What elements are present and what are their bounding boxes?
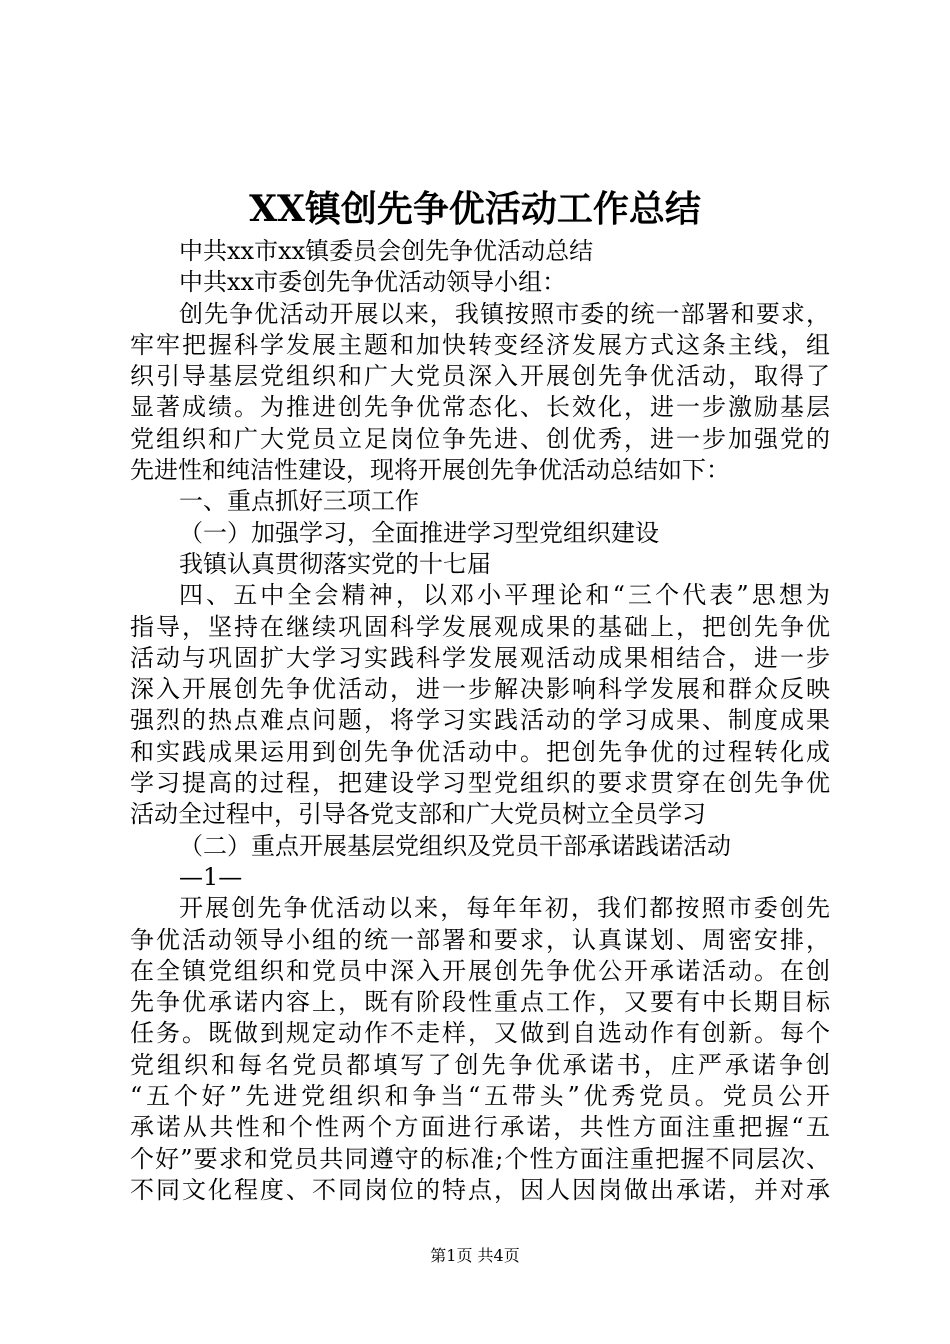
text-line: 活动全过程中，引导各党支部和广大党员树立全员学习 (130, 800, 706, 829)
text-line: 先争优承诺内容上，既有阶段性重点工作，又要有中长期目标 (130, 988, 830, 1017)
text-line: （二）重点开展基层党组织及党员干部承诺践诺活动 (179, 831, 731, 860)
text-line: 我镇认真贯彻落实党的十七届 (179, 549, 491, 578)
text-line: 开展创先争优活动以来，每年年初，我们都按照市委创先 (179, 894, 830, 923)
text-line: 一、重点抓好三项工作 (179, 487, 419, 516)
text-line: 党组织和广大党员立足岗位争先进、创优秀，进一步加强党的 (130, 424, 830, 453)
text-line: —1— (179, 862, 243, 891)
text-line: （一）加强学习，全面推进学习型党组织建设 (179, 518, 659, 547)
text-line: “五个好”先进党组织和争当“五带头”优秀党员。党员公开 (130, 1082, 830, 1111)
text-line: 承诺从共性和个性两个方面进行承诺，共性方面注重把握“五 (130, 1113, 830, 1142)
page-title: XX镇创先争优活动工作总结 (249, 188, 701, 230)
text-line: 显著成绩。为推进创先争优常态化、长效化，进一步激励基层 (130, 393, 830, 422)
text-line: 织引导基层党组织和广大党员深入开展创先争优活动，取得了 (130, 362, 830, 391)
text-line: 不同文化程度、不同岗位的特点，因人因岗做出承诺，并对承 (130, 1175, 830, 1204)
text-line: 党组织和每名党员都填写了创先争优承诺书，庄严承诺争创 (130, 1050, 830, 1079)
page-indicator: 第1页 共4页 (430, 1246, 520, 1265)
text-line: 四、五中全会精神，以邓小平理论和“三个代表”思想为 (179, 581, 830, 610)
text-line: 深入开展创先争优活动，进一步解决影响科学发展和群众反映 (130, 675, 830, 704)
text-line: 强烈的热点难点问题，将学习实践活动的学习成果、制度成果 (130, 706, 830, 735)
text-line: 在全镇党组织和党员中深入开展创先争优公开承诺活动。在创 (130, 956, 830, 985)
text-line: 任务。既做到规定动作不走样，又做到自选动作有创新。每个 (130, 1019, 830, 1048)
text-line: 和实践成果运用到创先争优活动中。把创先争优的过程转化成 (130, 737, 830, 766)
text-line: 个好”要求和党员共同遵守的标准;个性方面注重把握不同层次、 (130, 1144, 830, 1173)
text-line: 中共xx市委创先争优活动领导小组： (179, 268, 567, 297)
text-line: 中共xx市xx镇委员会创先争优活动总结 (179, 237, 594, 265)
text-line: 学习提高的过程，把建设学习型党组织的要求贯穿在创先争优 (130, 769, 830, 798)
text-line: 先进性和纯洁性建设，现将开展创先争优活动总结如下： (130, 456, 730, 485)
text-line: 活动与巩固扩大学习实践科学发展观活动成果相结合，进一步 (130, 643, 830, 672)
page-footer (0, 1245, 950, 1267)
text-line: 创先争优活动开展以来，我镇按照市委的统一部署和要求， (179, 299, 830, 328)
text-line: 牢牢把握科学发展主题和加快转变经济发展方式这条主线，组 (130, 330, 830, 359)
document-body (130, 236, 830, 1206)
text-line: 指导，坚持在继续巩固科学发展观成果的基础上，把创先争优 (130, 612, 830, 641)
text-line: 争优活动领导小组的统一部署和要求，认真谋划、周密安排， (130, 925, 830, 954)
